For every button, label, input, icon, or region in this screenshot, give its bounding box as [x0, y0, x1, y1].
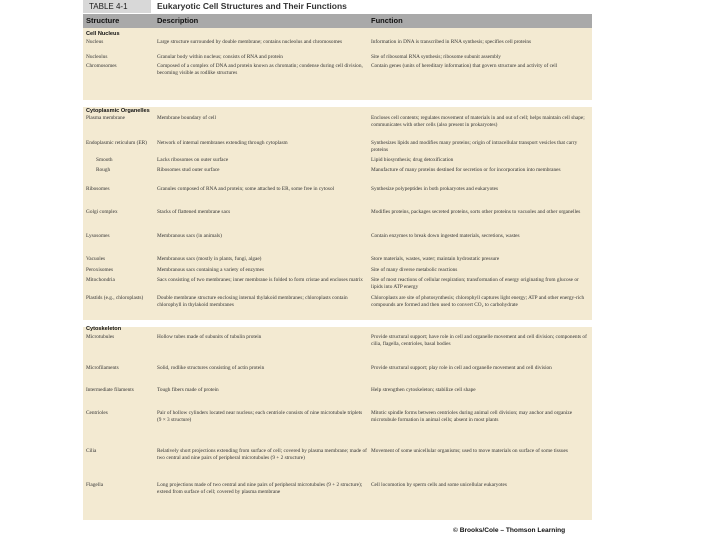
cell-description: Double membrane structure enclosing internal thylakoid membranes; chloroplasts contain chlorophyll in thylakoid membranes	[157, 295, 348, 309]
cell-function: Encloses cell contents; regulates movement of materials in and out of cell; helps maintain cell shape; communicates with other cells (also present in prokaryotes)	[371, 115, 585, 129]
cell-description: Tough fibers made of protein	[157, 387, 219, 393]
cell-description: Membranous sacs (mostly in plants, fungi, algae)	[157, 256, 262, 262]
section-heading-cytoskeleton: Cytoskeleton	[86, 326, 122, 332]
table-page	[83, 0, 592, 540]
cell-function: Store materials, wastes, water; maintain hydrostatic pressure	[371, 256, 500, 262]
cell-description: Ribosomes stud outer surface	[157, 167, 220, 173]
cell-structure: Chromosomes	[86, 63, 117, 69]
cell-structure: Ribosomes	[86, 186, 110, 192]
cell-structure: Plastids (e.g., chloroplasts)	[86, 295, 144, 301]
table-body	[83, 28, 592, 520]
cell-structure: Vacuoles	[86, 256, 106, 262]
cell-structure: Cilia	[86, 448, 97, 454]
cell-structure: Plasma membrane	[86, 115, 125, 121]
table-header-row	[83, 14, 592, 28]
cell-description: Solid, rodlike structures consisting of actin protein	[157, 365, 265, 371]
cell-function: Chloroplasts are site of photosynthesis; chlorophyll captures light energy; ATP and other energy-rich compounds are formed and then used to convert CO₂ to carbohydrate	[371, 295, 585, 309]
cell-description: Network of internal membranes extending through cytoplasm	[157, 140, 288, 146]
cell-description: Pair of hollow cylinders located near nucleus; each centriole consists of nine microtubule triplets (9 × 3 structure)	[157, 410, 363, 424]
header-structure: Structure	[86, 16, 120, 25]
cell-function: Contain enzymes to break down ingested materials, secretions, wastes	[371, 233, 520, 239]
cell-function: Site of many diverse metabolic reactions	[371, 267, 458, 273]
cell-structure: Nucleolus	[86, 54, 108, 60]
cell-function: Mitotic spindle forms between centrioles during animal cell division; may anchor and organize microtubule formation in animal cells; absent in most plants	[371, 410, 573, 424]
cell-function: Site of ribosomal RNA synthesis; ribosome subunit assembly	[371, 54, 501, 60]
copyright-credit: © Brooks/Cole – Thomson Learning	[453, 527, 566, 534]
section-heading-cell-nucleus: Cell Nucleus	[86, 31, 120, 37]
header-function: Function	[371, 16, 403, 25]
header-description: Description	[157, 16, 199, 25]
cell-structure: Microfilaments	[86, 365, 119, 371]
cell-function: Lipid biosynthesis; drug detoxification	[371, 157, 454, 163]
cell-function: Site of most reactions of cellular respiration; transformation of energy originating from glucose or lipids into ATP energy	[371, 277, 579, 291]
cell-description: Lacks ribosomes on outer surface	[157, 157, 229, 163]
cell-description: Long projections made of two central and nine pairs of peripheral microtubules (9 + 2 structure); extend from surface of cell; covered by plasma membrane	[157, 482, 363, 496]
section-divider	[83, 100, 592, 107]
cell-function: Synthesizes lipids and modifies many proteins; origin of intracellular transport vesicles that carry proteins	[371, 140, 578, 154]
cell-function: Help strengthen cytoskeleton; stabilize cell shape	[371, 387, 476, 393]
cell-function: Information in DNA is transcribed in RNA synthesis; specifies cell proteins	[371, 39, 532, 45]
cell-structure: Lysosomes	[86, 233, 110, 239]
cell-structure: Flagella	[86, 482, 104, 488]
table-title: Eukaryotic Cell Structures and Their Functions	[157, 1, 347, 11]
cell-structure: Mitochondria	[86, 277, 115, 283]
cell-description: Large structure surrounded by double membrane; contains nucleolus and chromosomes	[157, 39, 343, 45]
cell-description: Granules composed of RNA and protein; some attached to ER, some free in cytosol	[157, 186, 335, 192]
cell-function: Synthesize polypeptides in both prokaryotes and eukaryotes	[371, 186, 499, 192]
table-number: TABLE 4-1	[83, 0, 151, 13]
cell-function: Provide structural support; play role in cell and organelle movement and cell division	[371, 365, 552, 371]
cell-structure: Nucleus	[86, 39, 104, 45]
cell-description: Membranous sacs (in animals)	[157, 233, 222, 239]
cell-structure: Peroxisomes	[86, 267, 114, 273]
cell-function: Cell locomotion by sperm cells and some unicellular eukaryotes	[371, 482, 507, 488]
table-title-bar	[83, 0, 592, 13]
cell-function: Provide structural support; have role in cell and organelle movement and cell division; components of cilia, flagella, centrioles, basal bodies	[371, 334, 587, 348]
cell-description: Membranous sacs containing a variety of enzymes	[157, 267, 265, 273]
cell-structure: Intermediate filaments	[86, 387, 134, 393]
cell-structure: Rough	[96, 167, 111, 173]
cell-description: Granular body within nucleus; consists of RNA and protein	[157, 54, 283, 60]
cell-structure: Endoplasmic reticulum (ER)	[86, 140, 147, 146]
cell-structure: Golgi complex	[86, 209, 118, 215]
cell-description: Stacks of flattened membrane sacs	[157, 209, 231, 215]
cell-structure: Smooth	[96, 157, 113, 163]
cell-description: Sacs consisting of two membranes; inner membrane is folded to form cristae and encloses matrix	[157, 277, 363, 283]
cell-function: Modifies proteins, packages secreted proteins, sorts other proteins to vacuoles and other organelles	[371, 209, 581, 215]
cell-description: Membrane boundary of cell	[157, 115, 216, 121]
cell-description: Composed of a complex of DNA and protein known as chromatin; condense during cell division, becoming visible as rodlike structures	[157, 63, 363, 77]
cell-structure: Microtubules	[86, 334, 115, 340]
cell-description: Hollow tubes made of subunits of tubulin protein	[157, 334, 262, 340]
cell-structure: Centrioles	[86, 410, 108, 416]
cell-function: Manufacture of many proteins destined for secretion or for incorporation into membranes	[371, 167, 561, 173]
cell-function: Contain genes (units of hereditary information) that govern structure and activity of cell	[371, 63, 558, 69]
section-heading-cytoplasmic-organelles: Cytoplasmic Organelles	[86, 108, 150, 114]
cell-function: Movement of some unicellular organisms; used to move materials on surface of some tissues	[371, 448, 568, 454]
cell-description: Relatively short projections extending from surface of cell; covered by plasma membrane; made of two central and nine pairs of peripheral microtubules (9 + 2 structure)	[157, 448, 367, 462]
